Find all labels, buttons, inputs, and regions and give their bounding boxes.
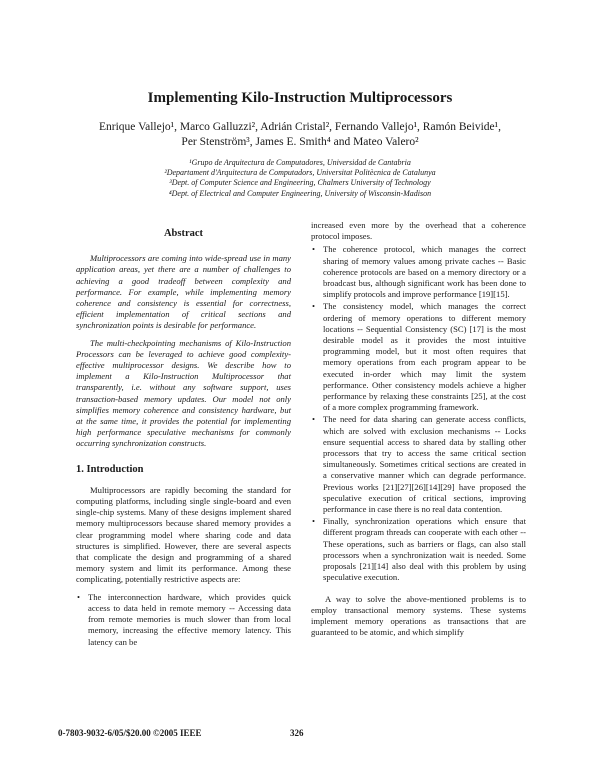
affiliation-list [60, 158, 540, 199]
abstract-heading: Abstract [163, 228, 204, 239]
right-bullet-list [311, 244, 526, 583]
author-list [40, 120, 560, 150]
abstract-paragraph-2: The multi-checkpointing mechanisms of Kilo-Instruction Processors can be leveraged to achieve good complexity-effective multiprocessor designs. We describe how to implement a Kilo-Instruction Multiprocessor that transparently, i.e. without any software support, uses transaction-based memory updates. Our model not only simplifies memory coherence and consistency hardware, but at the same time, it provides the potential for implementing high performance speculative mechanisms for commonly occurring synchronization constructs. [76, 337, 291, 449]
abstract-paragraph-1: Multiprocessors are coming into wide-spread use in many application areas, yet there are a number of challenges to achieving a good tradeoff between complexity and performance. For example, while implementing memory coherence and consistency is essential for correctness, efficient implementation of critical sections and synchronization points is desirable for performance. [76, 253, 291, 331]
right-column [311, 220, 526, 647]
transactional-memory-paragraph: A way to solve the above-mentioned problems is to employ transactional memory systems. These systems implement memory operations as transactions that are guaranteed to be atomic, and which simplify [311, 593, 526, 638]
introduction-paragraph-1: Multiprocessors are rapidly becoming the standard for computing platforms, including single single-board and even single-chip systems. Many of these designs implement shared memory multiprocessors because shared memory provides a clear programming model where sharing code and data structures is simplified. However, there are several aspects that complicate the design and programming of a shared memory system and limit its performance. Among these complicating, potentially restrictive aspects are: [76, 484, 291, 585]
affiliation-3: ³Dept. of Computer Science and Engineering, Chalmers University of Technology [169, 178, 431, 188]
continued-bullet-text: increased even more by the overhead that a coherence protocol imposes. [311, 220, 526, 242]
introduction-heading: 1. Introduction [76, 463, 144, 475]
bullet-consistency-model: • The consistency model, which manages the correct ordering of memory operations to different memory locations -- Sequential Consistency (SC) [17] is the most desirable model as it provides the most intuitive programming model, but it most often requires that memory operations from each program appear to be executed in-order which may limit the system performance. Other consistency models achieve a higher performance by relaxing these constraints [25], at the cost of a more complex programming framework. [311, 301, 526, 413]
abstract-body [76, 253, 291, 449]
affiliation-4: ⁴Dept. of Electrical and Computer Engineering, University of Wisconsin-Madison [168, 188, 432, 198]
paper-title: Implementing Kilo-Instruction Multiprocessors [147, 90, 453, 106]
page-number: 326 [290, 728, 304, 738]
author-line-2: Per Stenström³, James E. Smith⁴ and Mateo Valero² [181, 136, 419, 148]
introduction-bullet-list [76, 592, 291, 648]
bullet-synchronization: • Finally, synchronization operations which ensure that different program threads can cooperate with each other -- These operations, such as barriers or flags, can also stall processors when a synchronization wait is needed. Some proposals [21][14] also deal with this problem by using speculative execution. [311, 516, 526, 583]
affiliation-2: ²Departament d'Arquitectura de Computadors, Universitat Politècnica de Catalunya [164, 168, 436, 178]
bullet-data-sharing: • The need for data sharing can generate access conflicts, which are solved with exclusion mechanisms -- Locks ensure sequential access to shared data by stalling other processors that try to access the same critical section simultaneously. Sometimes critical sections are created in a conservative manner which can degrade performance. Previous works [21][27][26][14][29] have proposed the speculative execution of critical sections, improving performance in case there is no real data contention. [311, 414, 526, 515]
left-column [76, 220, 291, 649]
introduction-body [76, 485, 291, 648]
bullet-interconnection: • The interconnection hardware, which provides quick access to data held in remote memory -- Accessing data from remote memories is much slower than from local memory, increasing the effective memory latency. This latency can be [76, 592, 291, 648]
footer-isbn: 0-7803-9032-6/05/$20.00 ©2005 IEEE [58, 728, 202, 738]
affiliation-1: ¹Grupo de Arquitectura de Computadores, Universidad de Cantabria [189, 158, 411, 167]
bullet-coherence-protocol: • The coherence protocol, which manages the correct sharing of memory values among private caches -- Basic coherence protocols are based on a memory directory or a broadcast bus, although significant work has been done to simplify protocols and improve performance [19][15]. [311, 244, 526, 300]
author-line-1: Enrique Vallejo¹, Marco Galluzzi², Adrián Cristal², Fernando Vallejo¹, Ramón Beivide¹, [99, 121, 501, 133]
